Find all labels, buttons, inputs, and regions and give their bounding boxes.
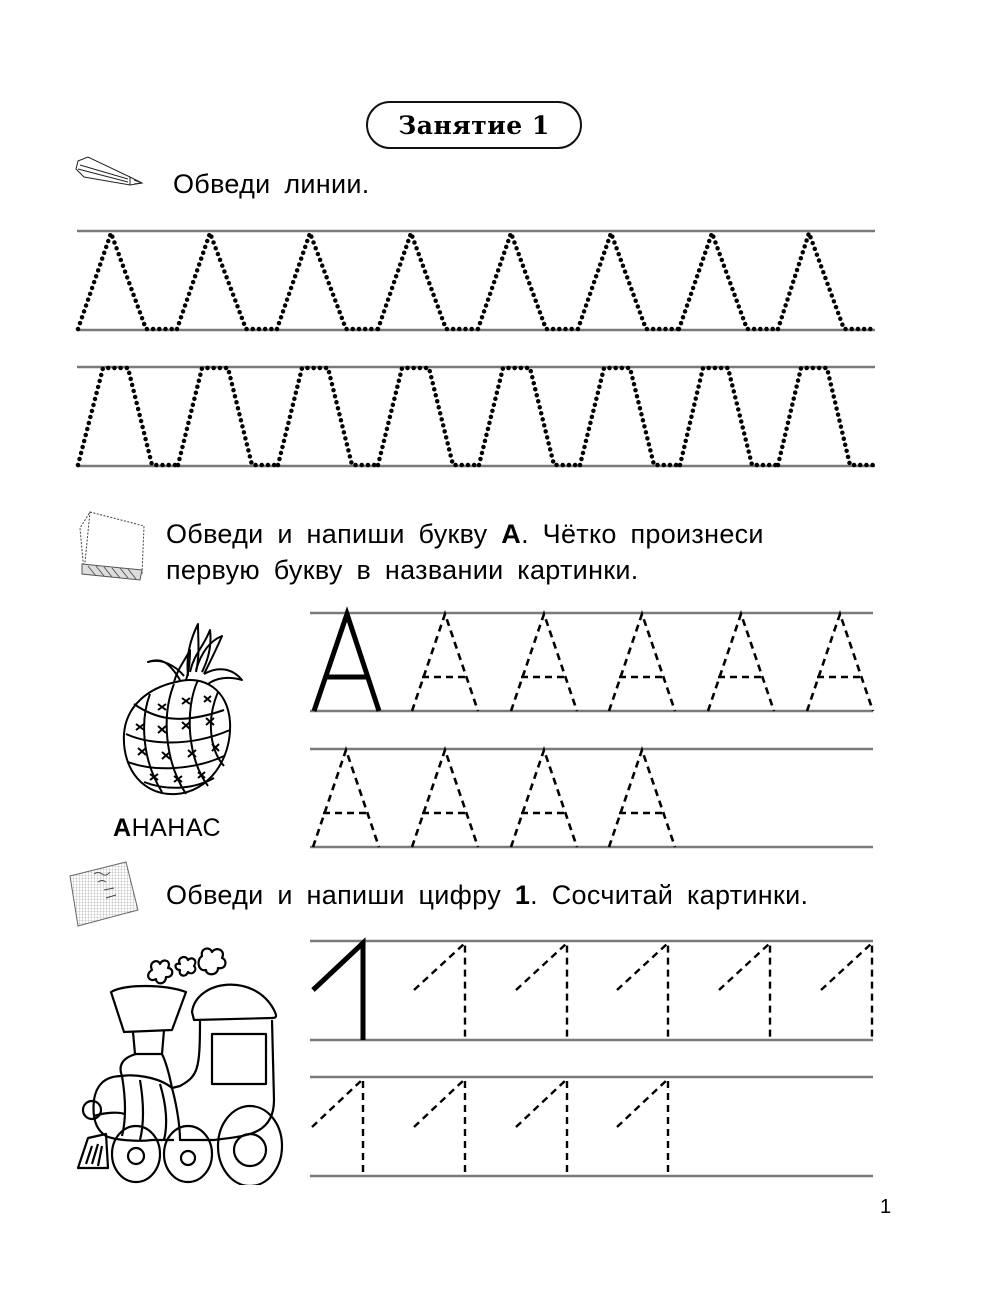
- task2-instruction-line2: первую букву в названии картинки.: [166, 555, 639, 585]
- instruction-letter: А: [501, 519, 522, 549]
- sample-digit-1: [313, 943, 363, 1040]
- caption-first-letter: А: [113, 814, 132, 842]
- instruction-text: . Сосчитай картинки.: [530, 880, 809, 910]
- page-number: 1: [880, 1196, 892, 1218]
- instruction-digit: 1: [514, 880, 531, 910]
- caption-rest: НАНАС: [131, 814, 222, 842]
- instruction-text: Обведи и напиши букву: [166, 519, 502, 549]
- instruction-text: . Чётко произнеси: [521, 519, 764, 549]
- instruction-text: Обведи и напиши цифру: [166, 880, 515, 910]
- lesson-title: Занятие 1: [398, 110, 550, 140]
- task1-instruction: Обведи линии.: [173, 169, 370, 199]
